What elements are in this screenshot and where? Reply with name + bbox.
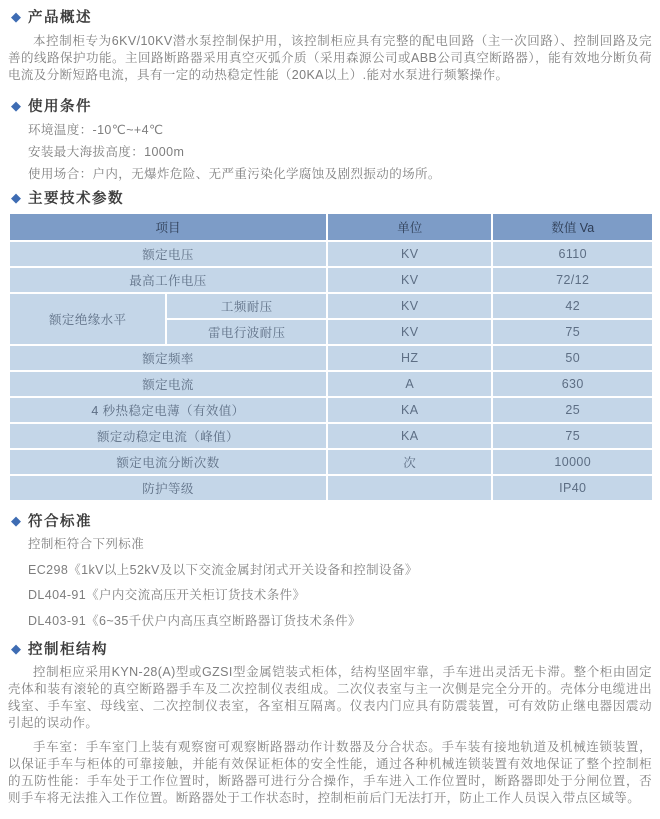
- diamond-bullet-icon: ◆: [11, 512, 21, 528]
- section-standards: [8, 511, 652, 634]
- table-row: [10, 346, 652, 370]
- table-row: [10, 294, 652, 318]
- param-name: 最高工作电压: [10, 268, 326, 292]
- col-header-unit: 单位: [328, 214, 492, 240]
- param-group-cell: 额定绝缘水平: [10, 294, 165, 344]
- param-unit: KA: [328, 398, 492, 422]
- param-name: 额定频率: [10, 346, 326, 370]
- table-row: [10, 372, 652, 396]
- section-product-overview: [8, 7, 652, 84]
- diamond-bullet-icon: ◆: [11, 189, 21, 205]
- structure-paragraph: 控制柜应采用KYN-28(A)型或GZSI型金属铠装式柜体，结构坚固牢靠，手车进出灵活无卡滞。整个柜由固定壳体和装有滚轮的真空断路器手车及二次控制仪表组成。二次仪表室与主一次侧是完全分开的。壳体分电缆进出线室、手车室、母线室、二次控制仪表室，各室相互隔离。仪表内门应具有防震装置，可有效防止继电器因震动引起的误动作。: [8, 665, 652, 730]
- condition-line: 安装最大海拔高度：1000m: [28, 145, 185, 159]
- table-row: [10, 450, 652, 474]
- section-heading: [11, 639, 652, 657]
- param-value: 75: [493, 424, 652, 448]
- param-value: IP40: [493, 476, 652, 500]
- standard-line: DL404-91《户内交流高压开关柜订货技术条件》: [28, 588, 306, 602]
- standard-line: EC298《1kV以上52kV及以下交流金属封闭式开关设备和控制设备》: [28, 562, 418, 577]
- standards-intro: 控制柜符合下列标准: [28, 537, 145, 551]
- param-unit: A: [328, 372, 492, 396]
- param-name: 额定电流分断次数: [10, 450, 326, 474]
- param-unit: 次: [328, 450, 492, 474]
- param-name: 4 秒热稳定电薄（有效值）: [10, 398, 326, 422]
- table-row: [10, 268, 652, 292]
- condition-line: 环境温度：-10℃~+4℃: [28, 123, 164, 137]
- param-unit: KV: [328, 242, 492, 266]
- param-unit: [328, 476, 492, 500]
- diamond-bullet-icon: ◆: [11, 97, 21, 113]
- condition-line: 使用场合：户内，无爆炸危险、无严重污染化学腐蚀及剧烈振动的场所。: [28, 167, 441, 181]
- diamond-bullet-icon: ◆: [11, 640, 21, 656]
- standard-line: DL403-91《6~35千伏户内高压真空断路器订货技术条件》: [28, 613, 361, 628]
- param-value: 630: [493, 372, 652, 396]
- section-structure: [8, 639, 652, 807]
- table-row: [10, 398, 652, 422]
- param-value: 10000: [493, 450, 652, 474]
- table-header-row: [10, 214, 652, 240]
- section-title: 控制柜结构: [28, 641, 108, 658]
- param-unit: KV: [328, 320, 492, 344]
- param-name: 额定电压: [10, 242, 326, 266]
- section-title: 产品概述: [28, 9, 92, 26]
- structure-paragraph: 手车室：手车室门上装有观察窗可观察断路器动作计数器及分合状态。手车装有接地轨道及机械连锁装置，以保证手车与柜体的可靠接触，并能有效保证柜体的安全性能，通过各种机械连锁装置有效地保证了整个控制柜的五防性能：手车处于工作位置时，断路器可进行分合操作，手车进入工作位置时，断路器即处于分闸位置，否则手车将无法推入工作位置。断路器处于工作状态时，控制柜前后门无法打开，防止工作人员误入带点区域等。: [8, 740, 652, 805]
- param-value: 6110: [493, 242, 652, 266]
- col-header-value: 数值 Va: [493, 214, 652, 240]
- param-value: 25: [493, 398, 652, 422]
- param-unit: KV: [328, 268, 492, 292]
- diamond-bullet-icon: ◆: [11, 8, 21, 24]
- param-name: 雷电行波耐压: [167, 320, 326, 344]
- param-value: 42: [493, 294, 652, 318]
- section-heading: [11, 511, 652, 529]
- section-usage-conditions: [8, 96, 652, 185]
- param-name: 额定电流: [10, 372, 326, 396]
- section-title: 主要技术参数: [28, 190, 124, 207]
- param-unit: KA: [328, 424, 492, 448]
- param-name: 额定动稳定电流（峰值）: [10, 424, 326, 448]
- param-unit: KV: [328, 294, 492, 318]
- table-row: [10, 424, 652, 448]
- standards-list: [8, 532, 652, 634]
- section-heading: [11, 96, 652, 114]
- section-tech-params: [8, 188, 652, 502]
- overview-paragraph: 本控制柜专为6KV/10KV潜水泵控制保护用，该控制柜应具有完整的配电回路（主一次回路）、控制回路及完善的线路保护功能。主回路断路器采用真空灭弧介质（采用森源公司或ABB公司真空断路器），能有效地分断负荷电流及分断短路电流，具有一定的动热稳定性能（20KA以上）.能对水泵进行频繁操作。: [8, 34, 652, 82]
- section-heading: [11, 7, 652, 25]
- section-heading: [11, 188, 652, 206]
- table-row: [10, 242, 652, 266]
- table-row: [10, 476, 652, 500]
- conditions-list: [8, 119, 652, 185]
- param-name: 工频耐压: [167, 294, 326, 318]
- param-value: 72/12: [493, 268, 652, 292]
- param-name: 防护等级: [10, 476, 326, 500]
- section-title: 使用条件: [28, 98, 92, 115]
- param-value: 75: [493, 320, 652, 344]
- param-value: 50: [493, 346, 652, 370]
- col-header-item: 项目: [10, 214, 326, 240]
- params-table: [8, 212, 654, 502]
- param-unit: HZ: [328, 346, 492, 370]
- section-title: 符合标准: [28, 513, 92, 530]
